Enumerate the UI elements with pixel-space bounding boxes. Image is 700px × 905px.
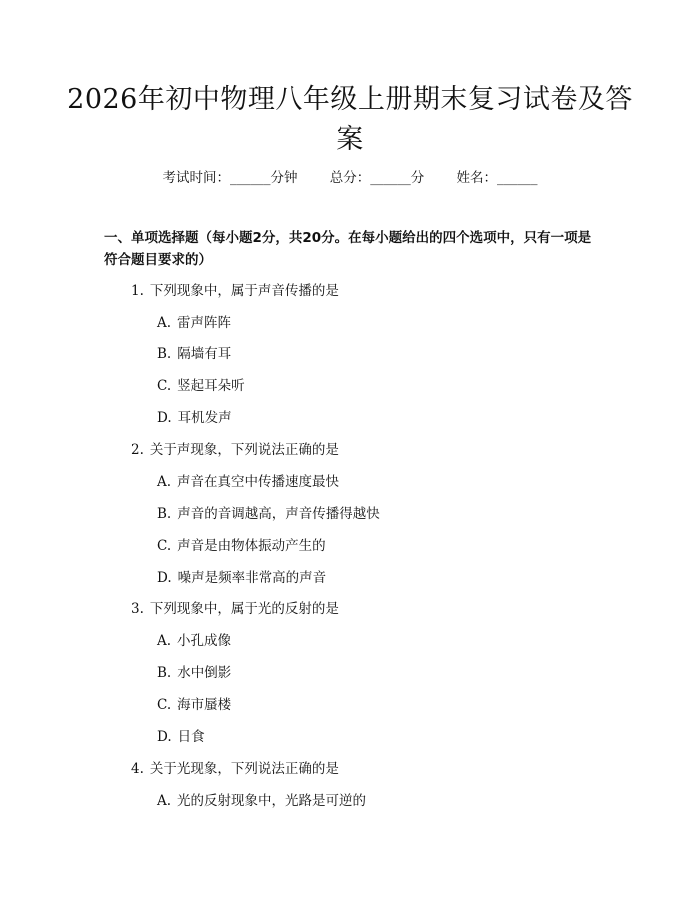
option-item	[157, 695, 231, 715]
option-item	[157, 631, 231, 651]
option-item	[157, 791, 366, 811]
option-text: 声音在真空中传播速度最快	[177, 474, 340, 490]
student-name-field: 姓名：______	[456, 170, 538, 186]
option-letter: A.	[157, 793, 172, 809]
option-letter: D.	[157, 410, 172, 426]
option-text: 竖起耳朵听	[177, 378, 245, 394]
question-text: 关于声现象，下列说法正确的是	[149, 442, 339, 458]
option-text: 小孔成像	[177, 633, 232, 649]
option-letter: B.	[157, 346, 172, 362]
question-number: 1.	[131, 283, 144, 299]
option-item	[157, 504, 380, 524]
option-letter: C.	[157, 378, 172, 394]
question-text: 关于光现象，下列说法正确的是	[149, 761, 339, 777]
question-number: 2.	[131, 442, 144, 458]
option-item	[157, 663, 231, 683]
option-letter: A.	[157, 633, 172, 649]
option-item	[157, 727, 205, 747]
question-text: 下列现象中，属于光的反射的是	[149, 601, 339, 617]
option-letter: D.	[157, 570, 172, 586]
question-item	[131, 599, 339, 619]
option-letter: A.	[157, 474, 172, 490]
exam-time-field: 考试时间：______分钟	[162, 170, 298, 186]
option-text: 海市蜃楼	[177, 697, 232, 713]
option-text: 雷声阵阵	[177, 315, 232, 331]
question-number: 3.	[131, 601, 144, 617]
option-text: 日食	[177, 729, 205, 745]
option-letter: B.	[157, 506, 172, 522]
option-item	[157, 568, 326, 588]
option-text: 隔墙有耳	[177, 346, 232, 362]
option-letter: C.	[157, 697, 172, 713]
option-text: 声音是由物体振动产生的	[177, 538, 326, 554]
option-text: 声音的音调越高，声音传播得越快	[177, 506, 380, 522]
option-text: 水中倒影	[177, 665, 232, 681]
total-score-field: 总分：______分	[329, 170, 425, 186]
section-heading-single-choice: 一、单项选择题（每小题2分，共20分。在每小题给出的四个选项中，只有一项是符合题目要求的）	[104, 230, 592, 268]
question-item	[131, 281, 339, 301]
option-text: 噪声是频率非常高的声音	[177, 570, 327, 586]
option-item	[157, 344, 231, 364]
question-number: 4.	[131, 761, 144, 777]
option-text: 光的反射现象中，光路是可逆的	[177, 793, 367, 809]
exam-info-line	[0, 168, 700, 188]
option-item	[157, 376, 245, 396]
page-title: 2026年初中物理八年级上册期末复习试卷及答案	[67, 84, 633, 155]
question-item	[131, 759, 339, 779]
option-item	[157, 408, 232, 428]
option-item	[157, 536, 326, 556]
option-item	[157, 313, 231, 333]
question-text: 下列现象中，属于声音传播的是	[149, 283, 339, 299]
question-item	[131, 440, 339, 460]
option-letter: D.	[157, 729, 172, 745]
option-item	[157, 472, 339, 492]
option-letter: A.	[157, 315, 172, 331]
option-letter: C.	[157, 538, 172, 554]
option-letter: B.	[157, 665, 172, 681]
option-text: 耳机发声	[177, 410, 232, 426]
